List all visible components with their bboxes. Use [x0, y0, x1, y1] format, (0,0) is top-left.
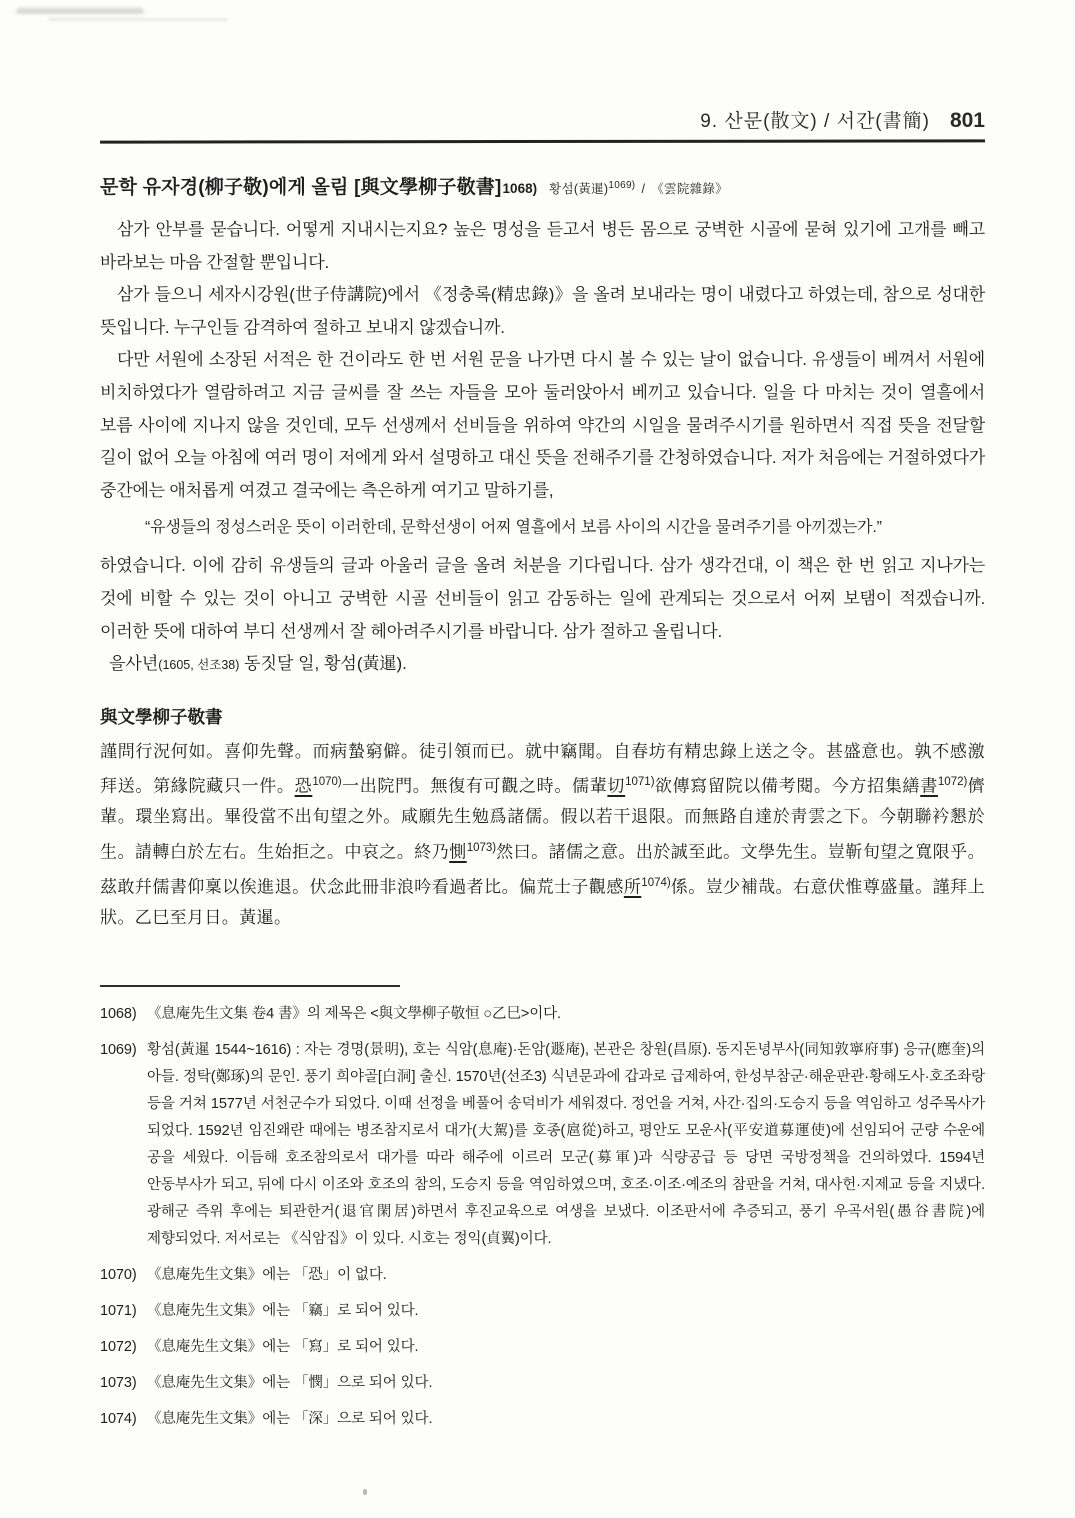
footnote — [100, 1262, 985, 1289]
inline-footnote-ref: 1070) — [312, 776, 342, 789]
body-paragraph: 삼가 안부를 묻습니다. 어떻게 지내시는지요? 높은 명성을 듣고서 병든 몸으로 궁벽한 시골에 묻혀 있기에 고개를 빼고 바라보는 마음 간절할 뿐입니다. — [100, 220, 985, 272]
footnote-number: 1068) — [100, 1005, 137, 1022]
article-title: 문학 유자경(柳子敬)에게 올림 [與文學柳子敬書] — [100, 177, 502, 198]
scan-smudge — [16, 8, 144, 14]
hanmun-body: 謹問行況何如。喜仰先聲。而病蟄窮僻。徒引領而已。就中竊聞。自春坊有精忠錄上送之令。甚盛意也。孰不感激拜送。第緣院藏只一件。恐$^{1070)}$一出院門。無復有可觀之時。儒輩切$^{1071)}$欲傳寫留院以備考閱。今方招集繕書$^{1072)}$儕輩。環坐寫出。畢役當不出旬望之外。咸願先生勉爲諸儒。假以若干退限。而無路自達於靑雲之下。今朝聯衿懇於生。請轉白於左右。生始拒之。中哀之。終乃惻$^{1073)}$然曰。諸儒之意。出於誠至此。文學先生。豈靳旬望之寬限乎。茲敢幷儒書仰稟以俟進退。伏念此冊非浪吟看過者比。偏荒士子觀感所$^{1074)}$係。豈少補哉。右意伏惟尊盛量。謹拜上狀。乙巳至月日。黃暹。 — [100, 741, 986, 929]
footnote-text: 《息庵先生文集 卷4 書》의 제목은 <與文學柳子敬恒 ○乙巳>이다. — [147, 1005, 561, 1022]
footnote-number: 1073) — [100, 1374, 137, 1391]
inline-footnote-ref: 1072) — [937, 776, 968, 789]
dateline-year-detail: (1605, 선조38) — [158, 658, 240, 673]
footnote — [100, 1370, 985, 1397]
footnote-text: 《息庵先生文集》에는 「深」으로 되어 있다. — [147, 1410, 433, 1427]
dateline — [100, 648, 985, 682]
footnote-number: 1071) — [100, 1302, 137, 1319]
underlined-character: 恐 — [294, 776, 313, 797]
section-title: 9. 산문(散文) / 서간(書簡) — [700, 111, 930, 132]
dateline-year: 을사년 — [109, 654, 159, 674]
page-header — [100, 0, 985, 133]
byline-separator: / — [641, 182, 646, 196]
hanmun-title: 與文學柳子敬書 — [100, 707, 223, 728]
footnotes — [100, 1001, 985, 1433]
author-footnote-ref: 1069) — [608, 179, 636, 191]
footnote-number: 1074) — [100, 1410, 137, 1427]
article-body — [100, 214, 985, 682]
footnote-number: 1070) — [100, 1266, 137, 1283]
footnote-text: 《息庵先生文集》에는 「竊」로 되어 있다. — [147, 1302, 419, 1319]
dateline-rest: 동짓달 일, 황섬(黃暹). — [239, 654, 407, 674]
underlined-character: 切 — [607, 776, 626, 797]
author-name: 황섬(黃暹) — [549, 182, 609, 196]
footnote-number: 1069) — [100, 1041, 137, 1058]
body-paragraph: 다만 서원에 소장된 서적은 한 건이라도 한 번 서원 문을 나가면 다시 볼 수 있는 날이 없습니다. 유생들이 베껴서 서원에 비치하였다가 열람하려고 지금 글씨를 잘 쓰는 자들을 모아 둘러앉아서 베끼고 있습니다. 일을 다 마치는 것이 열흘에서 보름 사이에 지나지 않을 것인데, 모두 선생께서 선비들을 위하여 약간의 시일을 물려주시기를 원하면서 직접 뜻을 전달할 길이 없어 오늘 아침에 여러 명이 저에게 와서 설명하고 대신 뜻을 전해주기를 간청하였습니다. 저가 처음에는 거절하였다가 중간에는 애처롭게 여겼고 결국에는 측은하게 여기고 말하기를, — [100, 350, 985, 500]
closing-paragraph: 하였습니다. 이에 감히 유생들의 글과 아울러 글을 올려 처분을 기다립니다. 삼가 생각건대, 이 책은 한 번 읽고 지나가는 것에 비할 수 있는 것이 아니고 궁벽한 시골 선비들이 읽고 감동하는 일에 관계되는 것으로서 어찌 보탬이 적겠습니까. 이러한 뜻에 대하여 부디 선생께서 잘 헤아려주시기를 바랍니다. 삼가 절하고 올립니다. — [100, 556, 985, 641]
underlined-character: 惻 — [449, 842, 467, 863]
footnote-text: 《息庵先生文集》에는 「恐」이 없다. — [147, 1266, 387, 1283]
inline-footnote-ref: 1073) — [466, 841, 497, 854]
footnote — [100, 1298, 985, 1325]
inline-footnote-ref: 1071) — [625, 776, 655, 789]
footnote — [100, 1001, 985, 1028]
footnote-text: 《息庵先生文集》에는 「寫」로 되어 있다. — [147, 1338, 419, 1355]
footnote — [100, 1334, 985, 1361]
article-title-row: 문학 유자경(柳子敬)에게 올림 [與文學柳子敬書] 1068) 황섬(黃暹)$^{1069)}$ / 《雲院雜錄》 — [100, 172, 985, 199]
inline-footnote-ref: 1074) — [641, 877, 671, 890]
body-paragraph: 삼가 들으니 세자시강원(世子侍講院)에서 《정충록(精忠錄)》을 올려 보내라는 명이 내렸다고 하였는데, 참으로 성대한 뜻입니다. 누구인들 감격하여 절하고 보내지 않겠습니까. — [100, 285, 985, 337]
quote-paragraph: “유생들의 정성스러운 뜻이 이러한데, 문학선생이 어찌 열흘에서 보름 사이의 시간을 물려주기를 아끼겠는가.” — [145, 519, 882, 537]
byline — [549, 179, 728, 197]
footnote-text: 황섬(黃暹 1544~1616) : 자는 경명(景明), 호는 식암(息庵)·돈암(遯庵), 본관은 창원(昌原). 동지돈녕부사(同知敦寧府事) 응규(應奎)의 아들. 정탁(鄭琢)의 문인. 풍기 희야골[白洞] 출신. 1570년(선조3) 식년문과에 갑과로 급제하여, 한성부참군·해운판관·황해도사·호조좌랑 등을 거쳐 1577년 서천군수가 되었다. 이때 선정을 베풀어 송덕비가 세워졌다. 정언을 거쳐, 사간·집의·도승지 등을 역임하고 성주목사가 되었다. 1592년 임진왜란 때에는 병조참지로서 대가(大駕)를 호종(扈從)하고, 평안도 모운사(平安道募運使)에 선임되어 군량 수운에 공을 세웠다. 이듬해 호조참의로서 대가를 따라 해주에 이르러 모군(募軍)과 식량공급 등 당면 국방정책을 건의하였다. 1594년 안동부사가 되고, 뒤에 다시 이조와 호조의 참의, 도승지 등을 역임하였으며, 호조·이조·예조의 참판을 거쳐, 대사헌·지제교 등을 지냈다. 광해군 즉위 후에는 퇴관한거(退官閑居)하면서 후진교육으로 여생을 보냈다. 이조판서에 추증되고, 풍기 우곡서원(愚谷書院)에 제향되었다. 저서로는 《식암집》이 있다. 시호는 정익(貞翼)이다. — [147, 1041, 985, 1247]
footnote — [100, 1037, 985, 1253]
page-number: 801 — [949, 109, 985, 132]
footnote-text: 《息庵先生文集》에는 「憫」으로 되어 있다. — [147, 1374, 433, 1391]
footnote-number: 1072) — [100, 1338, 137, 1355]
footnote-separator — [100, 985, 400, 987]
underlined-character: 書 — [920, 776, 938, 797]
header-rule — [100, 139, 985, 143]
footnote — [100, 1406, 985, 1433]
scan-speck — [363, 1489, 367, 1495]
underlined-character: 所 — [623, 877, 642, 898]
scan-smudge — [48, 18, 228, 21]
hanmun-section — [100, 703, 985, 934]
source-title: 《雲院雜錄》 — [651, 182, 729, 196]
